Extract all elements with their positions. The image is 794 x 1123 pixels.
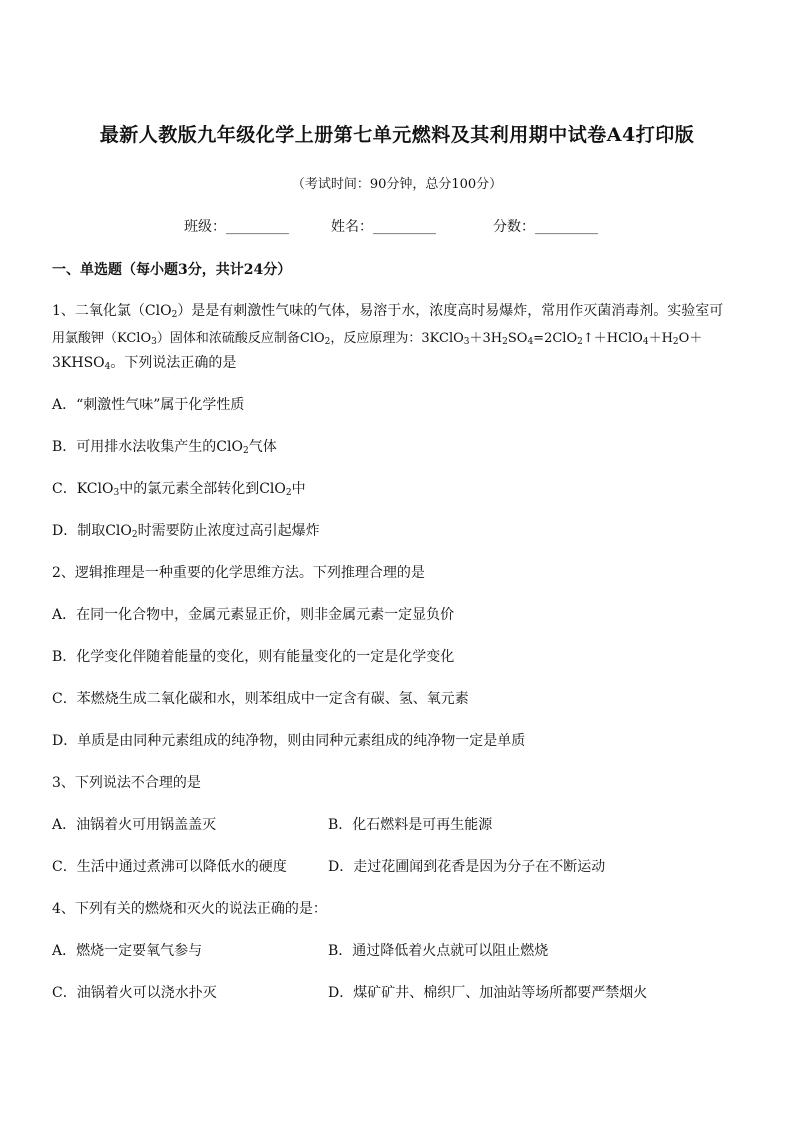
- q1-option-a: A．“刺激性气味”属于化学性质: [52, 397, 245, 413]
- q1-option-d: D．制取ClO$_2$时需要防止浓度过高引起爆炸: [52, 523, 320, 540]
- section-heading: 一、单选题（每小题3分，共计24分）: [52, 262, 292, 278]
- q1-stem-line2: 用氯酸钾（KClO$_3$）固体和浓硫酸反应制备ClO$_2$，反应原理为：$3KClO_3+3H_2SO_4=2ClO_2↑+HClO_4+H_2O+$: [52, 331, 703, 347]
- q1-stem-line1: 1、二氧化氯（ClO$_2$）是是有刺激性气味的气体，易溶于水，浓度高时易爆炸，常用作灭菌消毒剂。实验室可: [52, 303, 724, 320]
- q2-option-c: C．苯燃烧生成二氧化碳和水，则苯组成中一定含有碳、氢、氧元素: [52, 691, 469, 707]
- exam-title: 最新人教版九年级化学上册第七单元燃料及其利用期中试卷A4打印版: [99, 124, 695, 146]
- q1-option-b: B．可用排水法收集产生的ClO$_2$气体: [52, 439, 277, 456]
- q2-option-d: D．单质是由同种元素组成的纯净物，则由同种元素组成的纯净物一定是单质: [52, 733, 526, 749]
- q2-stem: 2、逻辑推理是一种重要的化学思维方法。下列推理合理的是: [52, 565, 425, 581]
- q3-stem: 3、下列说法不合理的是: [52, 775, 201, 791]
- q4-option-b: B．通过降低着火点就可以阻止燃烧: [328, 943, 549, 959]
- score-field: 分数：_________: [493, 219, 598, 235]
- q2-option-a: A．在同一化合物中，金属元素显正价，则非金属元素一定显负价: [52, 607, 455, 623]
- name-field: 姓名：_________: [331, 219, 436, 235]
- q3-option-d: D．走过花圃闻到花香是因为分子在不断运动: [328, 859, 606, 875]
- exam-subtitle: （考试时间：90分钟，总分100分）: [291, 177, 503, 192]
- q3-option-c: C．生活中通过煮沸可以降低水的硬度: [52, 859, 287, 875]
- q3-option-b: B．化石燃料是可再生能源: [328, 817, 493, 833]
- q1-option-c: C．KClO$_3$中的氯元素全部转化到ClO$_2$中: [52, 481, 306, 498]
- class-field: 班级：_________: [184, 219, 289, 235]
- q4-stem: 4、下列有关的燃烧和灭火的说法正确的是：: [52, 901, 327, 917]
- q3-option-a: A．油锅着火可用锅盖盖灭: [52, 817, 217, 833]
- q1-stem-line3: $3KHSO_4$。下列说法正确的是: [52, 355, 237, 372]
- q4-option-d: D．煤矿矿井、棉织厂、加油站等场所都要严禁烟火: [328, 985, 648, 1001]
- q4-option-c: C．油锅着火可以浇水扑灭: [52, 985, 217, 1001]
- q2-option-b: B．化学变化伴随着能量的变化，则有能量变化的一定是化学变化: [52, 649, 455, 665]
- q4-option-a: A．燃烧一定要氧气参与: [52, 943, 203, 959]
